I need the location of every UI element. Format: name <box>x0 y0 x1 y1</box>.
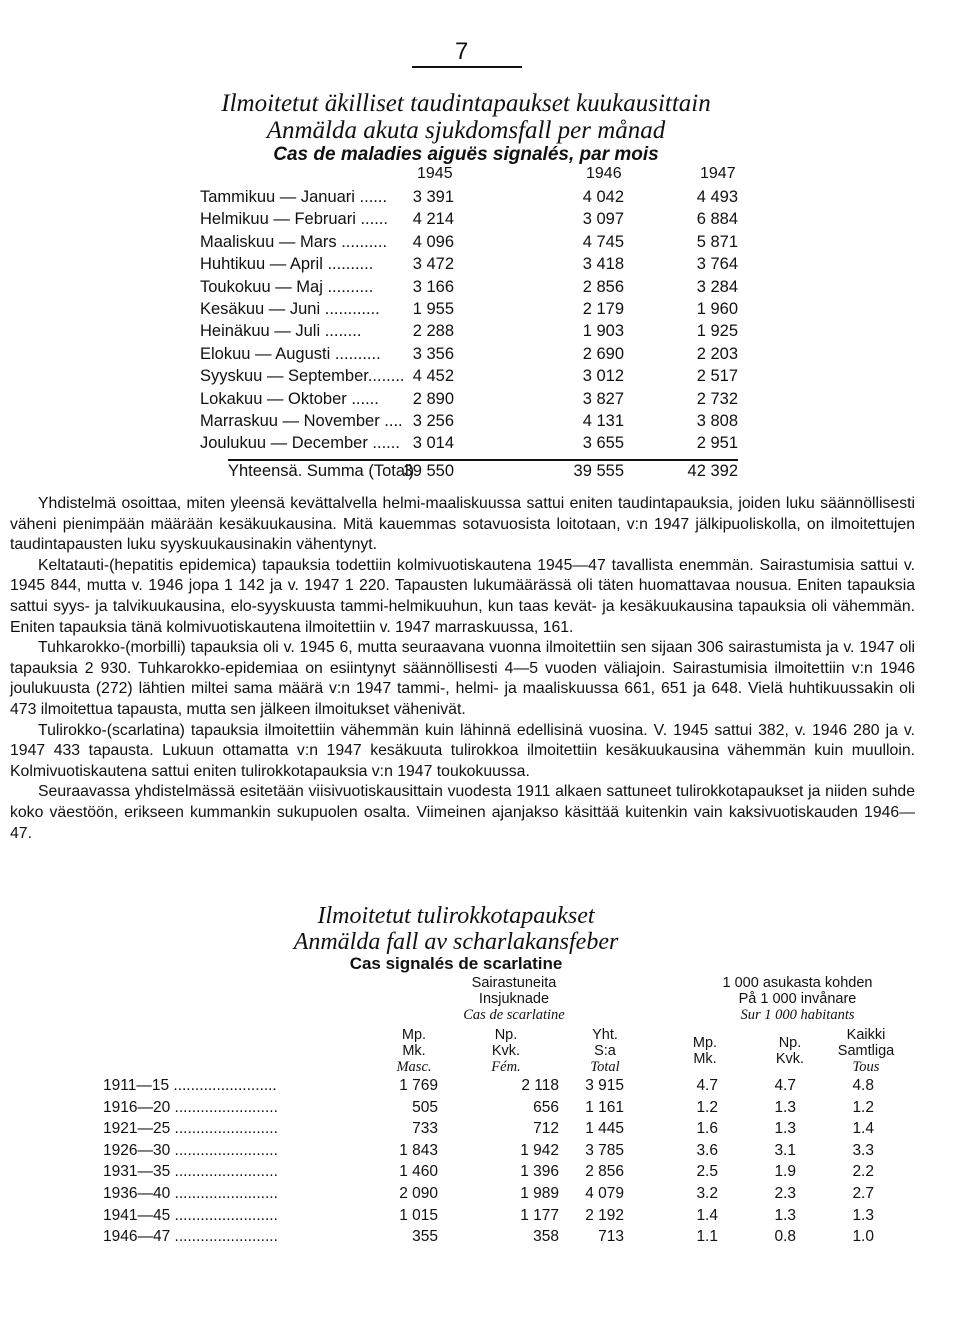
header-line: Cas de scarlatine <box>463 1007 565 1023</box>
year-header-1946: 1946 <box>586 165 622 182</box>
col-header-female <box>476 1027 536 1076</box>
cell: 3 915 <box>585 1077 624 1094</box>
table-row <box>0 367 960 391</box>
table-row <box>0 278 960 302</box>
cell: 3 808 <box>696 412 738 430</box>
header-line: Mp. <box>692 1035 718 1051</box>
table1-title-fi: Ilmoitetut äkilliset taudintapaukset kuukausittain <box>221 90 711 117</box>
header-line: Samtliga <box>837 1043 895 1059</box>
cell: 3.3 <box>852 1141 874 1159</box>
col-header-all-rate <box>826 1027 906 1076</box>
cell: 3.2 <box>696 1185 718 1202</box>
cell: 1 903 <box>582 322 624 341</box>
header-line: Insjuknade <box>478 991 550 1007</box>
page-number-rule <box>412 66 522 68</box>
cell: 1 942 <box>520 1141 559 1159</box>
month-label: Huhtikuu — April .......... <box>200 255 374 274</box>
header-line: Mk. <box>693 1051 717 1067</box>
cell: 2 118 <box>521 1077 559 1094</box>
cell: 2 951 <box>696 434 738 453</box>
cell: 1.6 <box>696 1120 718 1138</box>
month-label: Syyskuu — September........ <box>200 367 405 386</box>
period: 1941—45 <box>103 1206 171 1224</box>
group-header-rate <box>690 975 905 1024</box>
header-line: Sairastuneita <box>471 975 557 991</box>
cell: 1.3 <box>774 1206 796 1224</box>
cell: 3 472 <box>412 255 454 274</box>
cell: 1 015 <box>399 1206 438 1224</box>
header-line: På 1 000 invånare <box>738 991 857 1007</box>
cell: 1 445 <box>585 1120 624 1138</box>
cell: 2 203 <box>696 344 738 363</box>
cell: 3 014 <box>412 434 454 453</box>
cell: 2.5 <box>696 1163 718 1181</box>
table-row <box>0 1207 960 1229</box>
total-rule <box>228 459 738 461</box>
table-row <box>0 188 960 212</box>
total-1947: 42 392 <box>687 462 738 480</box>
cell: 2 090 <box>399 1185 438 1202</box>
cell: 4.8 <box>852 1077 874 1094</box>
cell: 3 284 <box>696 277 738 296</box>
header-line: Masc. <box>396 1059 432 1075</box>
paragraph: Keltatauti-(hepatitis epidemica) tapauksia todettiin kolmivuotiskautena 1945—47 tavallista enemmän. Sairastumisia sattui v. 1945 844, mutta v. 1946 jopa 1 142 ja v. 1947 1 220. Tapausten lukumäärässä oli täten huomattavaa nousua. Eniten tapauksia sattui syys- ja talvikuukausina, elo-syyskuusta tammi-helmikuuhun, kun taas kevät- ja kesäkuukausina tapauksia oli vähemmän. Eniten tapauksia tänä kolmivuotiskautena ilmoitettiin v. 1947 marraskuussa, 161. <box>10 556 915 636</box>
cell: 2.3 <box>774 1185 796 1202</box>
table-row <box>0 1099 960 1121</box>
col-header-male-rate <box>680 1035 730 1067</box>
cell: 2 288 <box>412 322 454 341</box>
cell: 4 042 <box>582 188 624 206</box>
cell: 1.1 <box>696 1228 718 1246</box>
cell: 733 <box>412 1120 438 1138</box>
table1-title-sv: Anmälda akuta sjukdomsfall per månad <box>266 117 666 144</box>
header-line: Sur 1 000 habitants <box>740 1007 855 1023</box>
table-row <box>0 1120 960 1142</box>
cell: 3 356 <box>412 344 454 363</box>
cell: 1.2 <box>852 1098 874 1116</box>
header-line: 1 000 asukasta kohden <box>722 975 873 991</box>
paragraph: Tuhkarokko-(morbilli) tapauksia oli v. 1945 6, mutta seuraavana vuonna ilmoitettiin sen sijaan 306 sairastumista ja v. 1947 oli tapauksia 2 930. Tuhkarokko-epidemiaa on esiintynyt säännöllisesti 4—5 vuoden väliajoin. Sairastumisia ilmoitettiin v:n 1946 joulukuusta (272) lähtien miltei sama määrä v:n 1947 tammi-, helmi- ja maaliskuussa 661, 651 ja 648. Vielä huhtikuussakin oli 473 ilmoitettua tapausta, mutta sen jälkeen ilmoitukset vähenivät. <box>10 639 915 718</box>
cell: 2 856 <box>582 277 624 296</box>
month-label: Elokuu — Augusti .......... <box>200 344 381 363</box>
table2-title-sv: Anmälda fall av scharlakansfeber <box>293 929 619 955</box>
cell: 2.2 <box>852 1163 874 1181</box>
table-row <box>0 434 960 458</box>
cell: 1.9 <box>774 1163 796 1181</box>
cell: 1.4 <box>852 1120 874 1138</box>
table-row <box>0 300 960 324</box>
cell: 0.8 <box>774 1228 796 1246</box>
header-line: Kaikki <box>846 1027 886 1043</box>
cell: 6 884 <box>696 210 738 229</box>
cell: 1 843 <box>399 1141 438 1159</box>
header-line: Mp. <box>401 1027 427 1043</box>
period: 1936—40 <box>103 1185 171 1202</box>
cell: 2 517 <box>696 367 738 386</box>
period: 1926—30 <box>103 1141 171 1159</box>
cell: 3 097 <box>582 210 624 229</box>
cell: 3 012 <box>582 367 624 386</box>
period-label: 1911—15 ........................ <box>103 1077 277 1094</box>
table2-title-fr: Cas signalés de scarlatine <box>349 954 563 973</box>
month-label: Joulukuu — December ...... <box>200 434 400 453</box>
cell: 4 214 <box>412 210 454 229</box>
table-row <box>0 1228 960 1250</box>
header-line: Np. <box>494 1027 518 1043</box>
cell: 2 690 <box>582 344 624 363</box>
col-header-male <box>384 1027 444 1076</box>
cell: 1 396 <box>520 1163 559 1181</box>
period-label: 1926—30 ........................ <box>103 1141 278 1159</box>
table-row <box>0 1142 960 1164</box>
paragraph: Yhdistelmä osoittaa, miten yleensä kevättalvella helmi-maaliskuussa sattui eniten taudintapauksia, joiden luku säännöllisesti väheni pienimpään määrään kesäkuukausina. Mitä kauemmas sotavuosista loitotaan, v:n 1947 jälkipuoliskolla, on ilmoitettujen taudintapausten luku syyskuukausinakin vähentynyt. <box>10 495 915 554</box>
col-header-total <box>570 1027 640 1076</box>
cell: 1 769 <box>399 1077 438 1094</box>
cell: 4.7 <box>774 1077 796 1094</box>
period-label: 1946—47 ........................ <box>103 1228 278 1246</box>
cell: 1.3 <box>774 1098 796 1116</box>
cell: 656 <box>533 1098 559 1116</box>
table-row <box>0 412 960 436</box>
cell: 3 391 <box>412 188 454 206</box>
header-line: Tous <box>852 1059 880 1075</box>
header-line: S:a <box>594 1043 616 1059</box>
cell: 3.6 <box>696 1141 718 1159</box>
cell: 1 955 <box>412 300 454 318</box>
period: 1911—15 <box>103 1077 170 1094</box>
cell: 4 745 <box>582 232 624 251</box>
table-row <box>0 1185 960 1207</box>
cell: 4 131 <box>582 412 624 430</box>
year-header-1945: 1945 <box>417 165 453 182</box>
cell: 4 079 <box>585 1185 624 1202</box>
header-line: Fém. <box>491 1059 521 1075</box>
cell: 3 655 <box>582 434 624 453</box>
cell: 2 192 <box>585 1206 624 1224</box>
cell: 3 827 <box>582 389 624 408</box>
cell: 5 871 <box>696 232 738 251</box>
table-row <box>0 322 960 346</box>
cell: 2 732 <box>696 389 738 408</box>
table-row <box>0 1077 960 1099</box>
page-number: 7 <box>455 38 469 65</box>
month-label: Toukokuu — Maj .......... <box>200 277 374 296</box>
cell: 3.1 <box>774 1141 796 1159</box>
table-row <box>0 210 960 234</box>
period: 1921—25 <box>103 1120 171 1138</box>
col-header-female-rate <box>765 1035 815 1067</box>
period-label: 1936—40 ........................ <box>103 1185 278 1202</box>
month-label: Helmikuu — Februari ...... <box>200 210 388 229</box>
body-text <box>10 494 915 844</box>
cell: 712 <box>533 1120 559 1138</box>
period-label: 1931—35 ........................ <box>103 1163 278 1181</box>
header-line: Kvk. <box>491 1043 521 1059</box>
cell: 1 460 <box>399 1163 438 1181</box>
header-line: Np. <box>778 1035 802 1051</box>
total-1946: 39 555 <box>573 462 624 480</box>
table1-title-fr: Cas de maladies aiguës signalés, par mois <box>273 144 659 165</box>
period-label: 1941—45 ........................ <box>103 1206 278 1224</box>
paragraph: Seuraavassa yhdistelmässä esitetään viisivuotiskausittain vuodesta 1911 alkaen sattuneet tulirokkotapaukset ja niiden suhde koko väestöön, erikseen kummankin sukupuolen osalta. Viimeinen ajanjakso käsittää kuitenkin vain kaksivuotiskauden 1946—47. <box>10 783 915 842</box>
cell: 2 179 <box>582 300 624 318</box>
header-line: Total <box>590 1059 620 1075</box>
month-label: Tammikuu — Januari ...... <box>200 188 388 206</box>
header-line: Mk. <box>402 1043 426 1059</box>
cell: 1.3 <box>852 1206 874 1224</box>
year-header-1947: 1947 <box>700 165 736 182</box>
month-label: Heinäkuu — Juli ........ <box>200 322 362 341</box>
month-label: Maaliskuu — Mars .......... <box>200 232 388 251</box>
cell: 1 177 <box>520 1206 559 1224</box>
paragraph: Tulirokko-(scarlatina) tapauksia ilmoitettiin vähemmän kuin lähinnä edellisinä vuosina. V. 1945 sattui 382, v. 1946 280 ja v. 1947 433 tapausta. Lukuun ottamatta v:n 1947 kesäkuuta tulirokkoa ilmoitettiin kesäkuukausina vähemmän kuin muulloin. Kolmivuotiskautena sattui eniten tulirokkotapauksia v:n 1947 toukokuussa. <box>10 721 915 780</box>
table-row <box>0 345 960 369</box>
table-row <box>0 233 960 257</box>
month-label: Lokakuu — Oktober ...... <box>200 389 379 408</box>
cell: 1 960 <box>696 300 738 318</box>
table-row <box>0 1163 960 1185</box>
header-line: Yht. <box>592 1027 618 1043</box>
month-label: Kesäkuu — Juni ............ <box>200 300 380 318</box>
cell: 2 856 <box>585 1163 624 1181</box>
cell: 2 890 <box>412 389 454 408</box>
month-label: Marraskuu — November .... <box>200 412 403 430</box>
cell: 713 <box>598 1228 624 1246</box>
cell: 355 <box>412 1228 438 1246</box>
cell: 1.3 <box>774 1120 796 1138</box>
period: 1946—47 <box>103 1228 171 1246</box>
period: 1931—35 <box>103 1163 171 1181</box>
table-row <box>0 390 960 414</box>
cell: 3 785 <box>585 1141 624 1159</box>
cell: 1.0 <box>852 1228 874 1246</box>
header-line: Kvk. <box>775 1051 805 1067</box>
cell: 1 989 <box>520 1185 559 1202</box>
cell: 3 418 <box>582 255 624 274</box>
table2-title-fi: Ilmoitetut tulirokkotapaukset <box>317 903 595 929</box>
total-1945: 39 550 <box>403 462 454 480</box>
period: 1916—20 <box>103 1098 171 1116</box>
cell: 4 096 <box>412 232 454 251</box>
cell: 358 <box>533 1228 559 1246</box>
cell: 1.2 <box>696 1098 718 1116</box>
total-label: Yhteensä. Summa (Total) <box>228 462 415 480</box>
cell: 1.4 <box>696 1206 718 1224</box>
total-row <box>0 462 960 486</box>
cell: 3 166 <box>412 277 454 296</box>
group-header-cases <box>444 975 584 1024</box>
cell: 3 256 <box>412 412 454 430</box>
table-row <box>0 255 960 279</box>
period-label: 1921—25 ........................ <box>103 1120 278 1138</box>
cell: 1 161 <box>585 1098 624 1116</box>
cell: 1 925 <box>696 322 738 341</box>
cell: 4 493 <box>696 188 738 206</box>
cell: 4 452 <box>412 367 454 386</box>
cell: 2.7 <box>852 1185 874 1202</box>
cell: 4.7 <box>696 1077 718 1094</box>
cell: 3 764 <box>696 255 738 274</box>
cell: 505 <box>412 1098 438 1116</box>
period-label: 1916—20 ........................ <box>103 1098 278 1116</box>
